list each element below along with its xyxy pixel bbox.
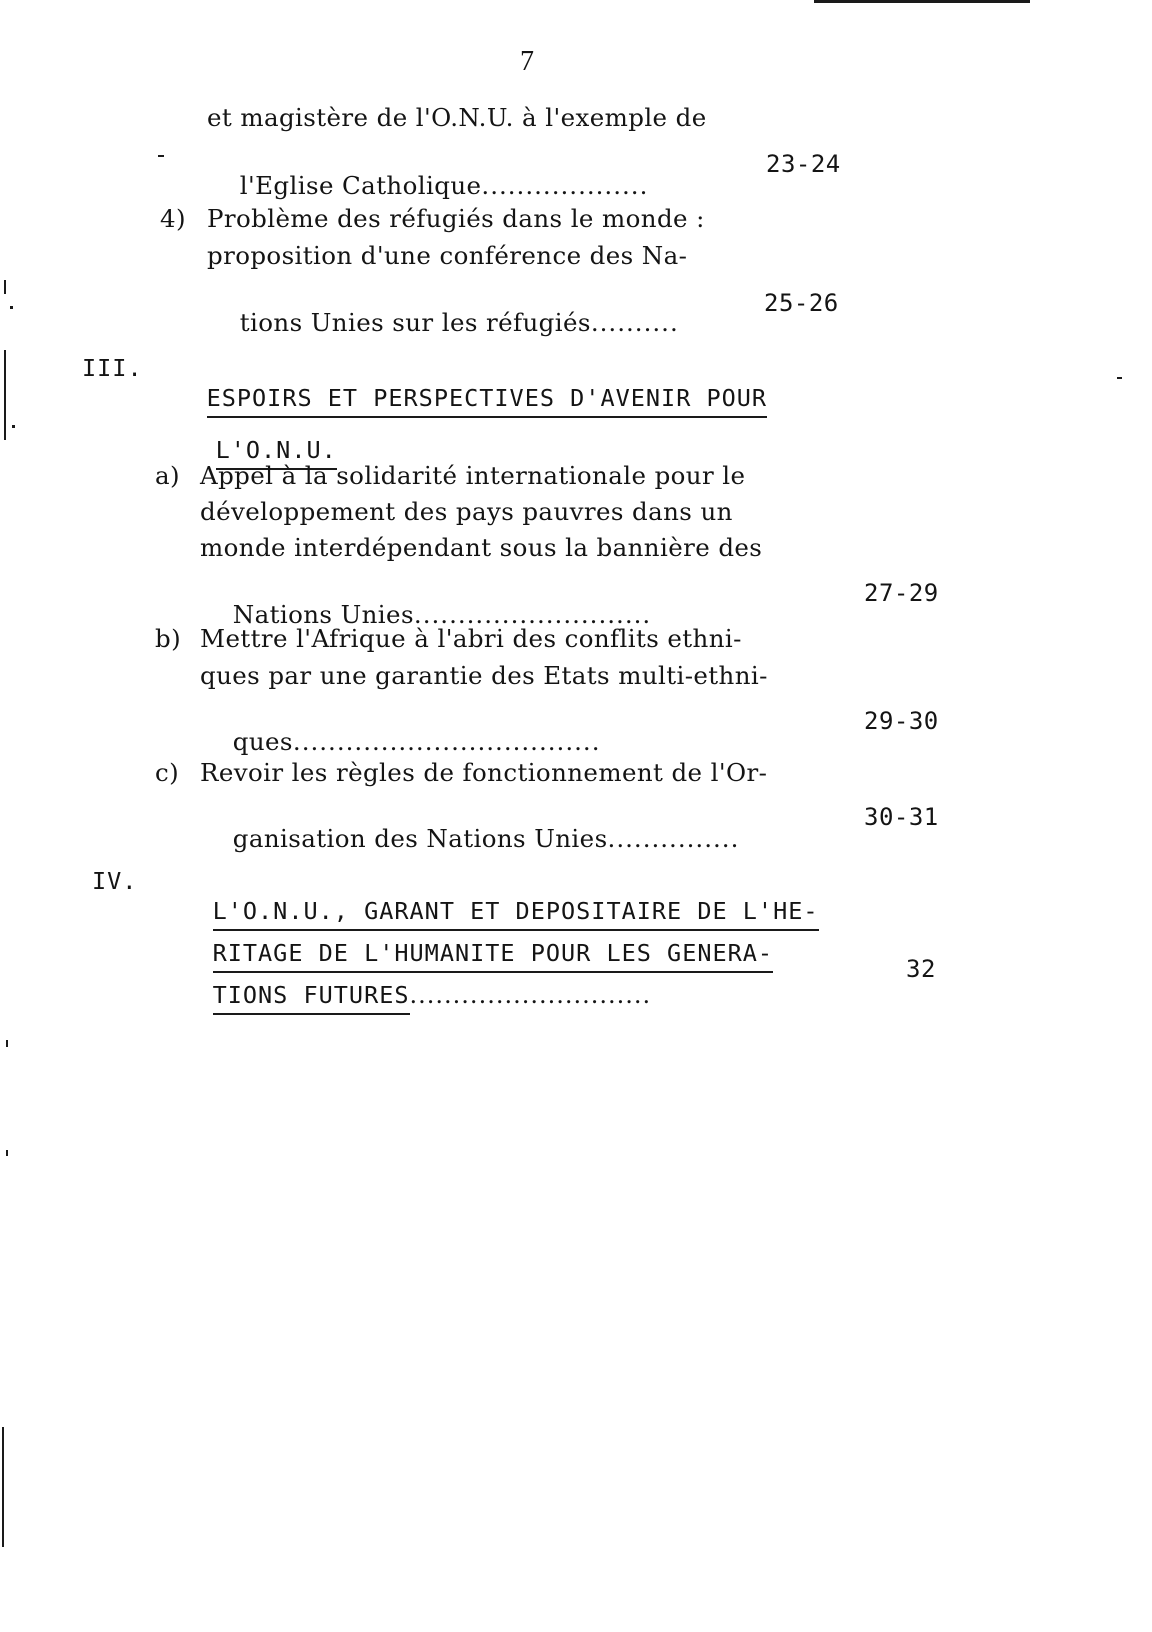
toc-page-ref: 29-30 [864, 707, 939, 735]
toc-leader-dots: ................... [481, 171, 649, 200]
section-heading [152, 950, 651, 1040]
toc-entry-line: ques par une garantie des Etats multi-ethni- [200, 661, 768, 690]
section-heading-line: L'O.N.U., GARANT ET DEPOSITAIRE DE L'HE- [213, 897, 819, 931]
section-numeral: IV. [92, 867, 138, 895]
toc-page-ref: 23-24 [766, 150, 841, 178]
toc-entry-text: l'Eglise Catholique [239, 171, 482, 200]
toc-entry-line: Problème des réfugiés dans le monde : [207, 204, 705, 233]
scan-mark [4, 350, 6, 440]
toc-entry-marker: b) [155, 624, 182, 653]
toc-entry-text: ques [232, 727, 293, 756]
page-number: 7 [520, 46, 534, 77]
section-numeral: III. [82, 354, 143, 382]
toc-leader-dots: ............................ [409, 981, 652, 1009]
toc-leader-dots: .......... [590, 308, 679, 337]
toc-entry-line: et magistère de l'O.N.U. à l'exemple de [207, 103, 707, 132]
scan-mark [4, 280, 6, 294]
section-heading-line: ESPOIRS ET PERSPECTIVES D'AVENIR POUR [207, 384, 767, 418]
scan-speck [158, 155, 164, 157]
toc-entry-marker: c) [155, 758, 180, 787]
toc-entry-line: monde interdépendant sous la bannière des [200, 533, 763, 562]
toc-entry-line: Revoir les règles de fonctionnement de l'Or- [200, 758, 768, 787]
scan-mark [10, 306, 13, 309]
toc-entry-line: Mettre l'Afrique à l'abri des conflits ethni- [200, 624, 742, 653]
toc-entry-line: proposition d'une conférence des Na- [207, 241, 688, 270]
toc-page-ref: 25-26 [764, 289, 839, 317]
toc-leader-dots: ........................... [413, 600, 652, 629]
toc-entry-text: tions Unies sur les réfugiés [239, 308, 591, 337]
scan-speck [1117, 377, 1122, 379]
scan-mark [12, 425, 15, 428]
toc-entry-text: Nations Unies [232, 600, 414, 629]
toc-entry-line: Appel à la solidarité internationale pour le [200, 461, 746, 490]
toc-entry-marker: 4) [160, 204, 186, 233]
scan-edge-rule [814, 0, 1030, 3]
scan-mark [6, 1040, 8, 1047]
toc-page-ref: 27-29 [864, 579, 939, 607]
toc-page-ref: 30-31 [864, 803, 939, 831]
toc-entry-marker: a) [155, 461, 180, 490]
toc-leader-dots: ............... [607, 824, 740, 853]
section-heading-line: L'O.N.U. [216, 436, 337, 470]
section-heading-line: RITAGE DE L'HUMANITE POUR LES GENERA- [213, 939, 773, 973]
toc-entry-text: ganisation des Nations Unies [232, 824, 608, 853]
scan-mark [6, 1150, 8, 1156]
section-heading-line: TIONS FUTURES [213, 981, 410, 1015]
toc-entry-line: développement des pays pauvres dans un [200, 497, 733, 526]
toc-page-ref: 32 [906, 955, 936, 983]
scan-mark [2, 1427, 4, 1547]
toc-leader-dots: ................................... [292, 727, 601, 756]
